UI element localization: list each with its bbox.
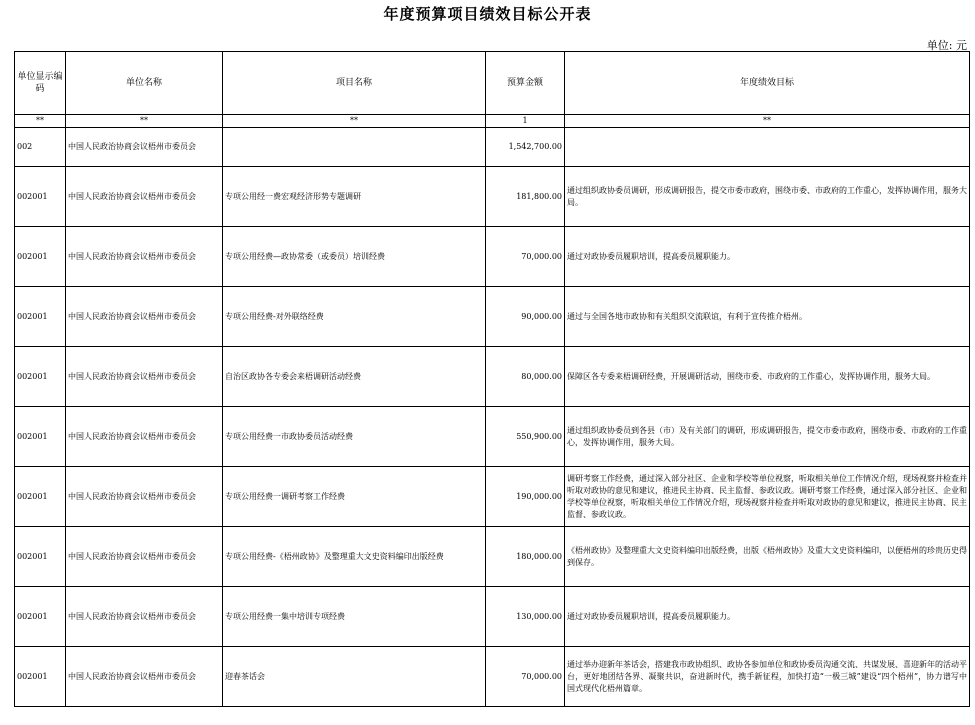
- cell-goal: 通过组织政协委员到各县（市）及有关部门的调研，形成调研报告，提交市委市政府，围绕市委、市政府的工作重心，发挥协调作用，服务大局。: [565, 407, 970, 467]
- cell-goal: 《梧州政协》及整理重大文史资料编印出版经费，出版《梧州政协》及重大文史资料编印，以便梧州的珍贵历史得到保存。: [565, 527, 970, 587]
- header-code: 单位显示编码: [15, 52, 66, 115]
- table-row: [15, 647, 970, 707]
- cell-project: 专项公用经费一调研考察工作经费: [223, 467, 486, 527]
- cell-amount: 181,800.00: [486, 167, 565, 227]
- cell-project: 专项公用经费一市政协委员活动经费: [223, 407, 486, 467]
- header-project: 项目名称: [223, 52, 486, 115]
- cell-goal: 通过与全国各地市政协和有关组织交流联谊，有利于宣传推介梧州。: [565, 287, 970, 347]
- cell-project: 迎春茶话会: [223, 647, 486, 707]
- cell-code: 002001: [15, 227, 66, 287]
- cell-goal: 调研考察工作经费，通过深入部分社区、企业和学校等单位视察，听取相关单位工作情况介绍，现场视察并检查并听取对政协的意见和建议，推进民主协商、民主监督、参政议政。调研考察工作经费，通过深入部分社区、企业和学校等单位视察，听取相关单位工作情况介绍，现场视察并检查并听取对政协的意见和建议，推进民主协商、民主监督、参政议政。: [565, 467, 970, 527]
- index-cell: **: [223, 115, 486, 128]
- cell-unit-name: 中国人民政治协商会议梧州市委员会: [66, 347, 223, 407]
- cell-amount: 130,000.00: [486, 587, 565, 647]
- cell-project: 专项公用经费—政协常委（或委员）培训经费: [223, 227, 486, 287]
- cell-unit-name: 中国人民政治协商会议梧州市委员会: [66, 527, 223, 587]
- cell-unit-name: 中国人民政治协商会议梧州市委员会: [66, 467, 223, 527]
- cell-amount: 70,000.00: [486, 227, 565, 287]
- index-cell: **: [15, 115, 66, 128]
- cell-code: 002001: [15, 287, 66, 347]
- cell-amount: 180,000.00: [486, 527, 565, 587]
- cell-project: 专项公用经费-对外联络经费: [223, 287, 486, 347]
- budget-table: [14, 51, 970, 707]
- table-row: [15, 167, 970, 227]
- header-goal: 年度绩效目标: [565, 52, 970, 115]
- cell-unit-name: 中国人民政治协商会议梧州市委员会: [66, 407, 223, 467]
- cell-goal: 通过组织政协委员调研，形成调研报告，提交市委市政府，围绕市委、市政府的工作重心，发挥协调作用，服务大局。: [565, 167, 970, 227]
- cell-goal: 通过对政协委员履职培训，提高委员履职能力。: [565, 227, 970, 287]
- index-cell: **: [565, 115, 970, 128]
- cell-code: 002001: [15, 587, 66, 647]
- table-row: [15, 128, 970, 167]
- cell-code: 002001: [15, 167, 66, 227]
- header-unit-name: 单位名称: [66, 52, 223, 115]
- cell-unit-name: 中国人民政治协商会议梧州市委员会: [66, 287, 223, 347]
- page-title: 年度预算项目绩效目标公开表: [383, 5, 592, 23]
- cell-code: 002001: [15, 647, 66, 707]
- cell-goal: [565, 128, 970, 167]
- cell-project: [223, 128, 486, 167]
- cell-unit-name: 中国人民政治协商会议梧州市委员会: [66, 227, 223, 287]
- header-amount: 预算金额: [486, 52, 565, 115]
- table-row: [15, 407, 970, 467]
- table-row: [15, 227, 970, 287]
- cell-amount: 190,000.00: [486, 467, 565, 527]
- cell-goal: 通过举办迎新年茶话会，搭建我市政协组织、政协各参加单位和政协委员沟通交流、共谋发展、喜迎新年的活动平台，更好地团结各界、凝聚共识，奋进新时代，携手新征程，加快打造“一极三城”建设“四个梧州”，协力谱写中国式现代化梧州篇章。: [565, 647, 970, 707]
- cell-project: 专项公用经一费宏观经济形势专题调研: [223, 167, 486, 227]
- table-row: [15, 347, 970, 407]
- cell-amount: 550,900.00: [486, 407, 565, 467]
- table-row: [15, 587, 970, 647]
- index-row: [15, 115, 970, 128]
- cell-unit-name: 中国人民政治协商会议梧州市委员会: [66, 647, 223, 707]
- cell-code: 002001: [15, 527, 66, 587]
- cell-unit-name: 中国人民政治协商会议梧州市委员会: [66, 128, 223, 167]
- cell-unit-name: 中国人民政治协商会议梧州市委员会: [66, 587, 223, 647]
- cell-code: 002001: [15, 407, 66, 467]
- cell-code: 002001: [15, 347, 66, 407]
- cell-project: 自治区政协各专委会来梧调研活动经费: [223, 347, 486, 407]
- table-row: [15, 527, 970, 587]
- table-row: [15, 467, 970, 527]
- cell-project: 专项公用经费一集中培训专项经费: [223, 587, 486, 647]
- table-row: [15, 287, 970, 347]
- unit-label: 单位: 元: [926, 39, 967, 52]
- cell-project: 专项公用经费-《梧州政协》及整理重大文史资料编印出版经费: [223, 527, 486, 587]
- cell-amount: 1,542,700.00: [486, 128, 565, 167]
- cell-code: 002001: [15, 467, 66, 527]
- cell-code: 002: [15, 128, 66, 167]
- cell-goal: 保障区各专委来梧调研经费，开展调研活动，围绕市委、市政府的工作重心，发挥协调作用，服务大局。: [565, 347, 970, 407]
- cell-unit-name: 中国人民政治协商会议梧州市委员会: [66, 167, 223, 227]
- index-cell: **: [66, 115, 223, 128]
- cell-amount: 80,000.00: [486, 347, 565, 407]
- cell-amount: 70,000.00: [486, 647, 565, 707]
- cell-goal: 通过对政协委员履职培训，提高委员履职能力。: [565, 587, 970, 647]
- cell-amount: 90,000.00: [486, 287, 565, 347]
- index-cell: 1: [486, 115, 565, 128]
